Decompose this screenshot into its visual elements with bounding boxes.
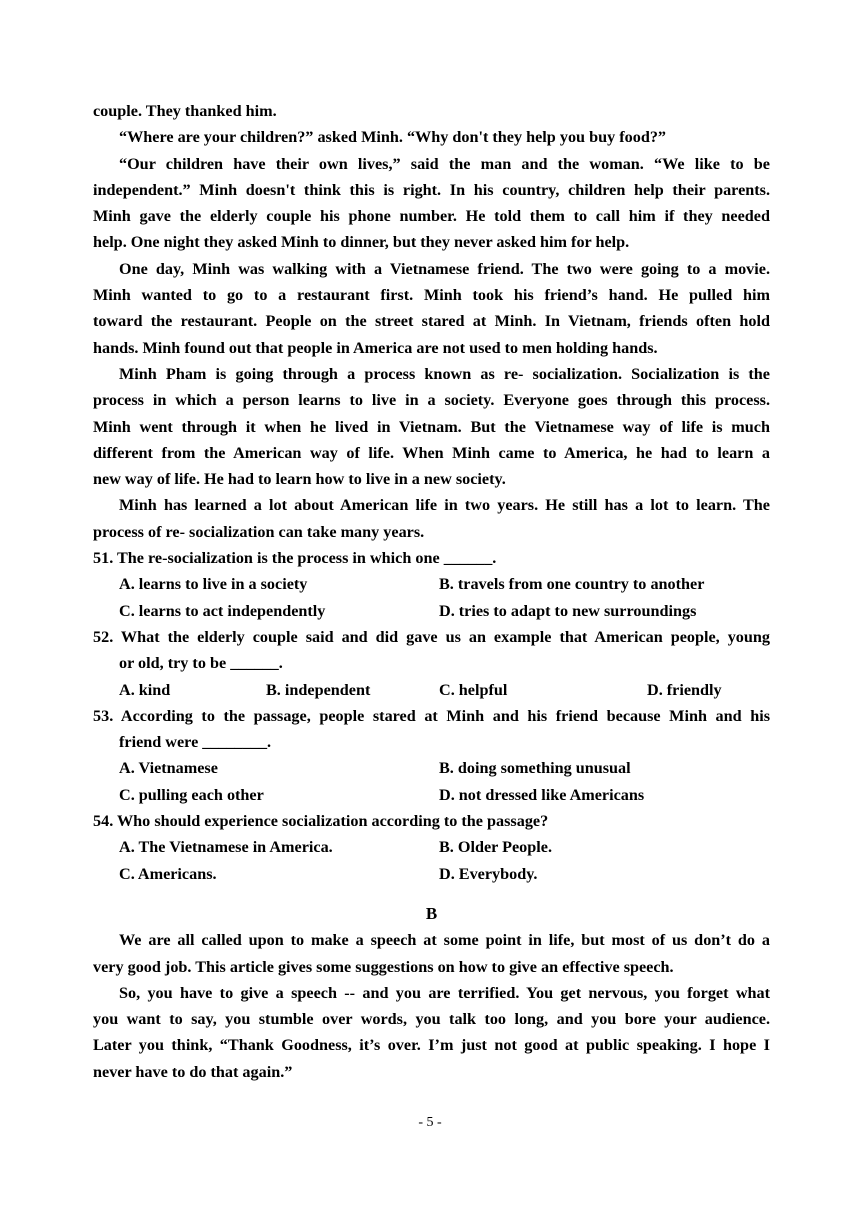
answer-option[interactable]: B. doing something unusual xyxy=(439,759,631,778)
paragraph-line: different from the American way of life. When Minh came to America, he had to learn a xyxy=(93,443,770,462)
paragraph-line: Minh Pham is going through a process known as re- socialization. Socialization is the xyxy=(119,364,770,383)
paragraph-line: We are all called upon to make a speech at some point in life, but most of us don’t do a xyxy=(119,931,770,950)
question-stem: 51. The re-socialization is the process in which one ______. xyxy=(93,549,497,568)
option-row xyxy=(93,755,770,781)
paragraph-line: never have to do that again.” xyxy=(93,1062,293,1081)
paragraph-line: “Our children have their own lives,” said the man and the woman. “We like to be xyxy=(119,154,770,173)
paragraph-line: couple. They thanked him. xyxy=(93,102,277,120)
question-stem: friend were ________. xyxy=(119,733,272,752)
option-row xyxy=(93,834,770,860)
answer-option[interactable]: D. friendly xyxy=(647,680,722,699)
question-item xyxy=(93,808,770,887)
paragraph-line: independent.” Minh doesn't think this is right. In his country, children help their parents. xyxy=(93,180,770,199)
question-stem: 54. Who should experience socialization according to the passage? xyxy=(93,812,549,831)
answer-option[interactable]: B. Older People. xyxy=(439,838,553,857)
answer-option[interactable]: C. pulling each other xyxy=(119,785,264,804)
answer-option[interactable]: A. Vietnamese xyxy=(119,759,218,778)
answer-option[interactable]: D. Everybody. xyxy=(439,864,538,883)
paragraph-line: One day, Minh was walking with a Vietnamese friend. The two were going to a movie. xyxy=(119,259,770,278)
option-row xyxy=(93,677,770,703)
answer-option[interactable]: B. travels from one country to another xyxy=(439,575,705,594)
paragraph-line: very good job. This article gives some suggestions on how to give an effective speech. xyxy=(93,957,674,976)
answer-option[interactable]: C. helpful xyxy=(439,680,508,699)
option-row xyxy=(93,571,770,597)
paragraph-line: So, you have to give a speech -- and you are terrified. You get nervous, you forget what xyxy=(119,983,770,1002)
question-item xyxy=(93,703,770,808)
paragraph-line: new way of life. He had to learn how to live in a new society. xyxy=(93,470,506,489)
question-stem: 52. What the elderly couple said and did gave us an example that American people, young xyxy=(93,627,770,646)
answer-option[interactable]: A. learns to live in a society xyxy=(119,575,308,594)
question-stem: or old, try to be ______. xyxy=(119,654,283,673)
paragraph-line: Minh wanted to go to a restaurant first. Minh took his friend’s hand. He pulled him xyxy=(93,286,770,305)
page-number: - 5 - xyxy=(418,1115,442,1130)
option-row xyxy=(93,782,770,808)
answer-option[interactable]: D. not dressed like Americans xyxy=(439,785,645,804)
page-content xyxy=(93,98,770,1085)
question-item xyxy=(93,624,770,703)
paragraph-line: “Where are your children?” asked Minh. “Why don't they help you buy food?” xyxy=(119,128,667,147)
paragraph-line: help. One night they asked Minh to dinner, but they never asked him for help. xyxy=(93,233,630,252)
paragraph-line: process of re- socialization can take many years. xyxy=(93,522,425,541)
question-item xyxy=(93,545,770,624)
paragraph-line: Minh went through it when he lived in Vietnam. But the Vietnamese way of life is much xyxy=(93,417,770,436)
answer-option[interactable]: B. independent xyxy=(266,680,371,699)
option-row xyxy=(93,861,770,887)
paragraph-line: Minh gave the elderly couple his phone number. He told them to call him if they needed xyxy=(93,207,770,226)
option-row xyxy=(93,598,770,624)
paragraph-line: you want to say, you stumble over words, you talk too long, and you bore your audience. xyxy=(93,1010,770,1029)
question-stem: 53. According to the passage, people stared at Minh and his friend because Minh and his xyxy=(93,706,770,725)
answer-option[interactable]: A. kind xyxy=(119,680,171,699)
answer-option[interactable]: A. The Vietnamese in America. xyxy=(119,838,333,857)
answer-option[interactable]: D. tries to adapt to new surroundings xyxy=(439,601,697,620)
paragraph-line: hands. Minh found out that people in America are not used to men holding hands. xyxy=(93,338,658,357)
paragraph-line: Later you think, “Thank Goodness, it’s over. I’m just not good at public speaking. I hope I xyxy=(93,1036,770,1055)
paragraph-line: Minh has learned a lot about American life in two years. He still has a lot to learn. The xyxy=(119,496,770,515)
paragraph-line: process in which a person learns to live in a society. Everyone goes through this process. xyxy=(93,391,770,410)
question-list xyxy=(93,545,770,887)
section-b-heading: B xyxy=(425,903,438,923)
passage-b xyxy=(93,927,770,1085)
passage-a xyxy=(93,98,770,545)
answer-option[interactable]: C. learns to act independently xyxy=(119,601,326,620)
answer-option[interactable]: C. Americans. xyxy=(119,864,217,883)
paragraph-line: toward the restaurant. People on the street stared at Minh. In Vietnam, friends often hold xyxy=(93,312,770,331)
